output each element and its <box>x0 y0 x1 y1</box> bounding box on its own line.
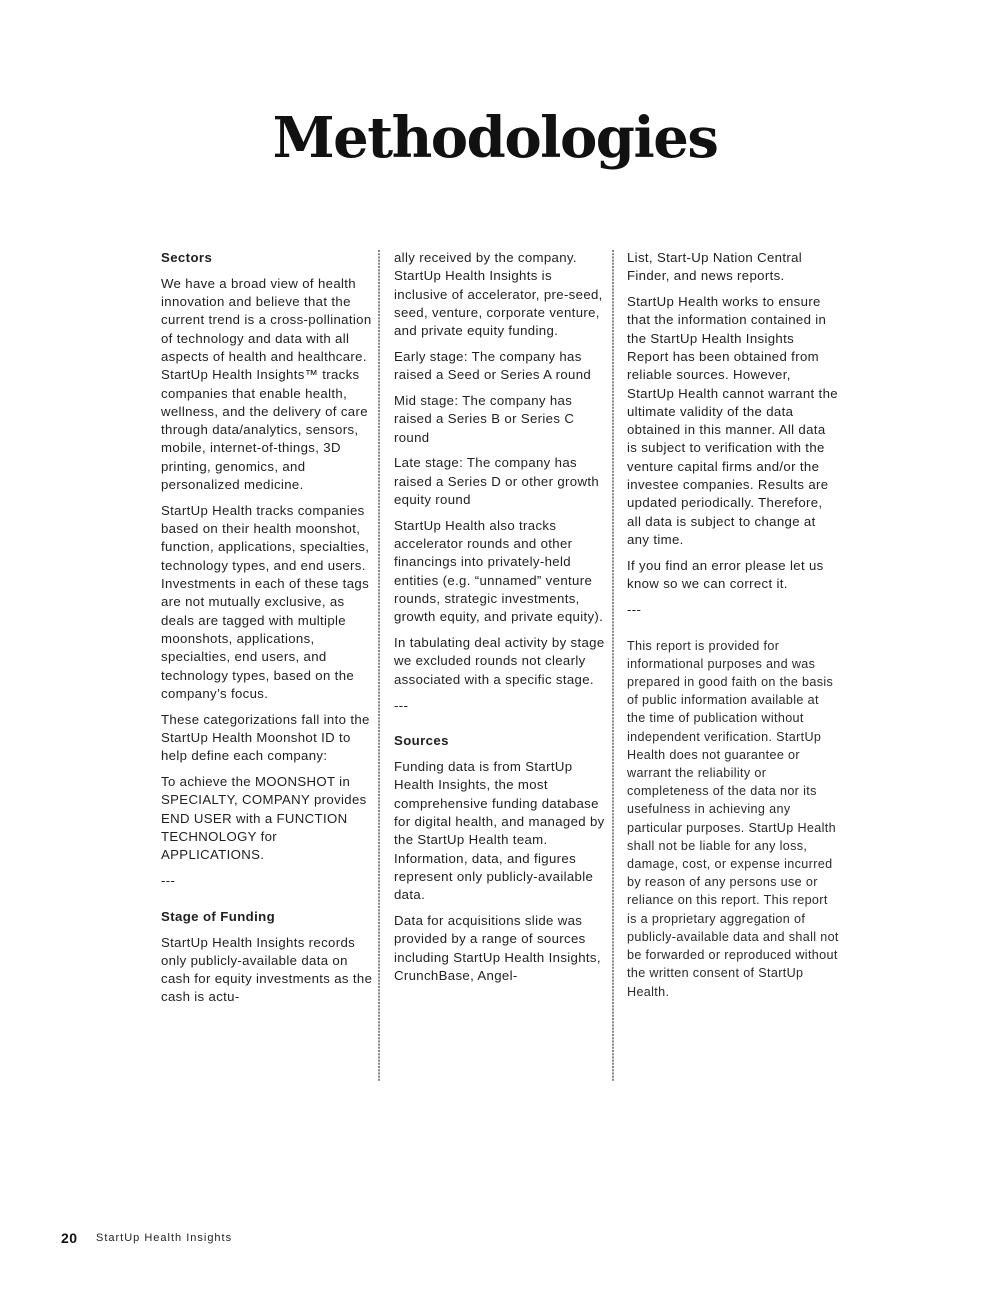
sectors-heading: Sectors <box>161 250 213 265</box>
column-2 <box>394 249 606 993</box>
disclaimer-paragraph: This report is provided for informational purposes and was prepared in good faith on the basis of public information available at the time of publication without independent verification. StartUp Health does not guarantee or warrant the reliability or completeness of the data nor its usefulness in achieving any particular purposes. StartUp Health shall not be liable for any loss, damage, cost, or expense incurred by reason of any persons use or reliance on this report. This report is a proprietary aggregation of publicly-available data and shall not be forwarded or reproduced without the written consent of StartUp Health. <box>627 638 839 999</box>
sources-paragraph-1: Funding data is from StartUp Health Insights, the most comprehensive funding database for digital health, and managed by the StartUp Health team. Information, data, and figures represent only publicly-available data. <box>394 759 605 903</box>
mid-stage-definition: Mid stage: The company has raised a Series B or Series C round <box>394 393 575 445</box>
stage-paragraph-1: StartUp Health Insights records only publicly-available data on cash for equity investments as the cash is actu- <box>161 934 373 1005</box>
stage-of-funding-heading: Stage of Funding <box>161 908 276 924</box>
sources-paragraph-2: Data for acquisitions slide was provided by a range of sources including StartUp Health Insights, CrunchBase, Angel- <box>394 913 601 983</box>
section-separator: --- <box>627 601 642 617</box>
early-stage-definition: Early stage: The company has raised a Seed or Series A round <box>394 348 592 383</box>
sources-heading: Sources <box>394 733 449 749</box>
column-divider-2 <box>610 250 616 1082</box>
stage-paragraph-2: ally received by the company. StartUp Health Insights is inclusive of accelerator, pre-seed, seed, venture, corporate venture, and private equity funding. <box>394 250 603 339</box>
sectors-paragraph-3: These categorizations fall into the StartUp Health Moonshot ID to help define each company: <box>161 711 370 764</box>
page-number: 20 <box>61 1230 78 1246</box>
late-stage-definition: Late stage: The company has raised a Series D or other growth equity round <box>394 455 600 508</box>
section-separator: --- <box>394 697 409 713</box>
tabulating-paragraph: In tabulating deal activity by stage we excluded rounds not clearly associated with a specific stage. <box>394 635 605 687</box>
sectors-paragraph-1: We have a broad view of health innovation and believe that the current trend is a cross-pollination of technology and data with all aspects of health and healthcare. StartUp Health Insights™ tracks companies that enable health, wellness, and the delivery of care through data/analytics, sensors, mobile, internet-of-things, 3D printing, genomics, and personalized medicine. <box>161 275 372 493</box>
sources-paragraph-3: List, Start-Up Nation Central Finder, and news reports. <box>627 250 803 284</box>
accelerator-rounds-paragraph: StartUp Health also tracks accelerator rounds and other financings into privately-held entities (e.g. “unnamed” venture rounds, strategic investments, growth equity, and private equity). <box>394 517 604 625</box>
sectors-paragraph-2: StartUp Health tracks companies based on their health moonshot, function, applications, specialties, technology types, and end users. Investments in each of these tags are not mutually exclusive, as deals are tagged with multiple moonshots, applications, specialties, end users, and technology types, based on the company’s focus. <box>161 502 370 701</box>
error-report-paragraph: If you find an error please let us know so we can correct it. <box>627 557 824 592</box>
column-1 <box>161 249 373 1014</box>
column-divider-1 <box>376 250 382 1082</box>
publication-name: StartUp Health Insights <box>96 1232 233 1244</box>
data-validity-paragraph: StartUp Health works to ensure that the information contained in the StartUp Health Insights Report has been obtained from reliable sources. However, StartUp Health cannot warrant the ultimate validity of the data obtained in this manner. All data is subject to verification with the venture capital firms and/or the investee companies. Results are updated periodically. Therefore, all data is subject to change at any time. <box>627 294 838 547</box>
moonshot-statement: To achieve the MOONSHOT in SPECIALTY, COMPANY provides END USER with a FUNCTION TECHNOLOGY for APPLICATIONS. <box>161 774 367 863</box>
column-3 <box>627 249 839 1008</box>
section-separator: --- <box>161 873 176 888</box>
page-title: Methodologies <box>272 105 718 171</box>
